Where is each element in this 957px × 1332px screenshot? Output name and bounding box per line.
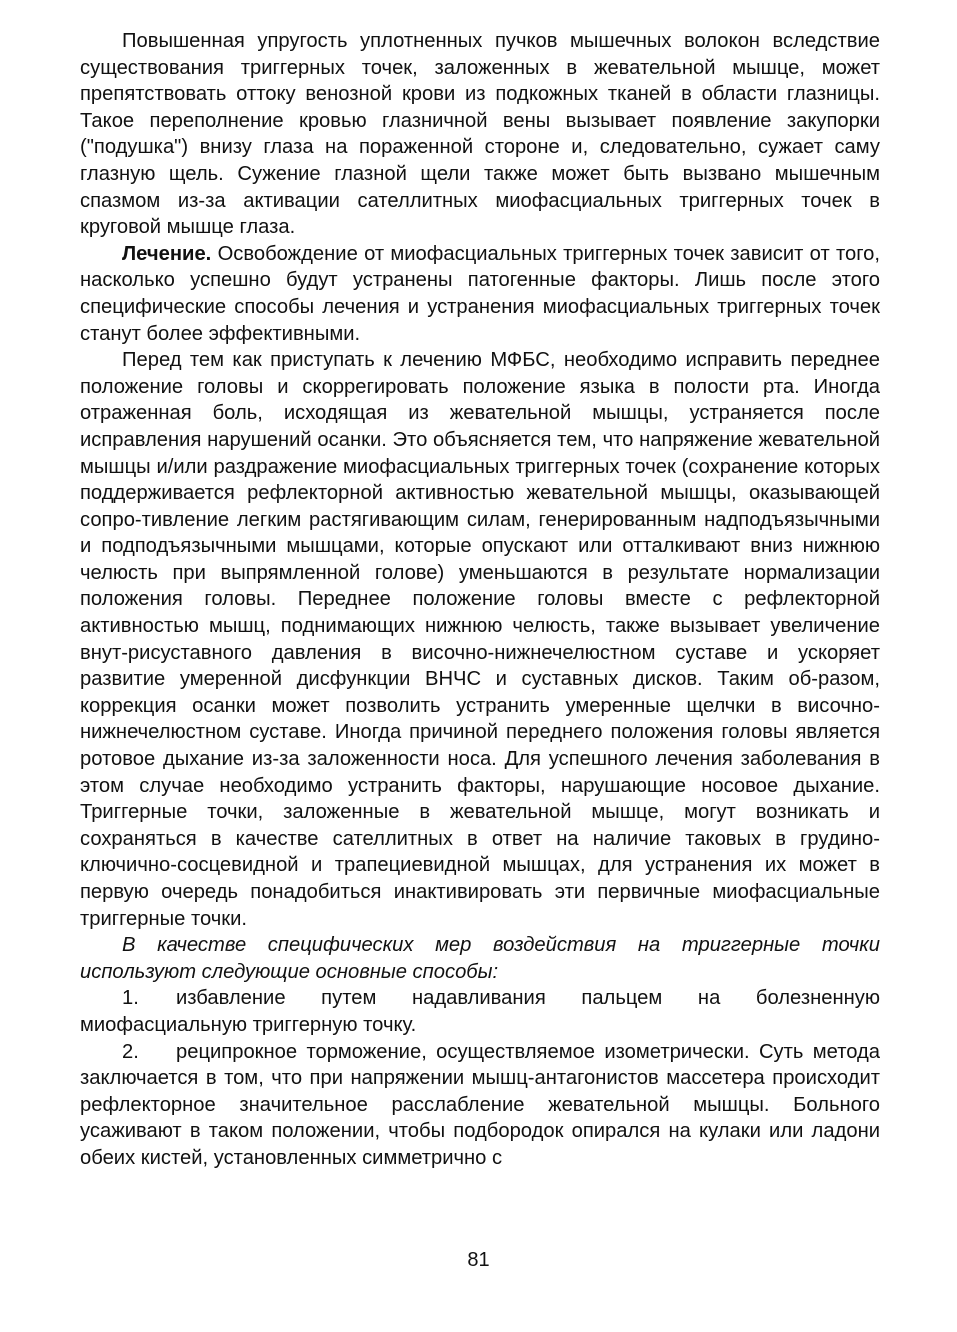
treatment-text: Освобождение от миофасциальных триггерных точек зависит от того, насколько успешно будут устранены патогенные факторы. Лишь после этого специфические способы лечения и устранения миофасциальных триггерных точек станут более эффективными. xyxy=(80,242,880,345)
paragraph-methods-intro: В качестве специфических мер воздействия на триггерные точки используют следующие основные способы: xyxy=(80,934,880,983)
list-item xyxy=(80,985,880,1038)
page-body xyxy=(80,28,880,1172)
paragraph-eye-effects: Повышенная упругость уплотненных пучков мышечных волокон вследствие существования триггерных точек, заложенных в жевательной мышце, может препятствовать оттоку венозной крови из подкожных тканей в области глазницы. Такое переполнение кровью глазничной вены вызывает появление закупорки ("подушка") внизу глаза на пораженной стороне и, следовательно, сужает саму глазную щель. Сужение глазной щели также может быть вызвано мышечным спазмом из-за активации сателлитных миофасциальных триггерных точек в круговой мышце глаза. xyxy=(80,30,880,239)
treatment-heading: Лечение. xyxy=(122,242,212,265)
list-item-text: реципрокное торможение, осуществляемое изометрически. Суть метода заключается в том, что при напряжении мышц-антагонистов массетера происходит рефлекторное значительное расслабление жевательной мышцы. Больного усаживают в таком положении, чтобы подбородок опирался на кулаки или ладони обеих кистей, установленных симметрично с xyxy=(80,1040,880,1169)
list-item-text: избавление путем надавливания пальцем на болезненную миофасциальную триггерную точку. xyxy=(80,987,880,1036)
page-number: 81 xyxy=(467,1249,490,1271)
list-item-number: 2. xyxy=(122,1040,139,1063)
paragraph-posture-correction: Перед тем как приступать к лечению МФБС, необходимо исправить переднее положение головы и скоррегировать положение языка в полости рта. Иногда отраженная боль, исходящая из жевательной мышцы, устраняется после исправления нарушений осанки. Это объясняется тем, что напряжение жевательной мышцы и/или раздражение миофасциальных триггерных точек (сохранение которых поддерживается рефлекторной активностью жевательной мышцы, оказывающей сопро-тивление легким растягивающим силам, генерированным надподъязычными и подподъязычными мышцами, которые опускают или отталкивают вниз нижнюю челюсть при выпрямленной голове) уменьшаются в результате нормализации положения головы. Переднее положение головы вместе с рефлекторной активностью мышц, поднимающих нижнюю челюсть, также вызывает увеличение внут-рисуставного давления в височно-нижнечелюстном суставе и ускоряет развитие умеренной дисфункции ВНЧС и суставных дисков. Таким об-разом, коррекция осанки может позволить устранить умеренные щелчки в височно-нижнечелюстном суставе. Иногда причиной переднего положения головы является ротовое дыхание из-за заложенности носа. Для успешного лечения заболевания в этом случае необходимо устранить факторы, нарушающие носовое дыхание. Триггерные точки, заложенные в жевательной мышце, могут возникать и сохраняться в качестве сателлитных в ответ на наличие таковых в грудино-ключично-сосцевидной и трапециевидной мышцах, для устранения их может в первую очередь понадобиться инактивировать эти первичные миофасциальные триггерные точки. xyxy=(80,349,880,930)
list-item xyxy=(80,1039,880,1172)
list-item-number: 1. xyxy=(122,987,139,1010)
paragraph-treatment-intro xyxy=(80,241,880,347)
